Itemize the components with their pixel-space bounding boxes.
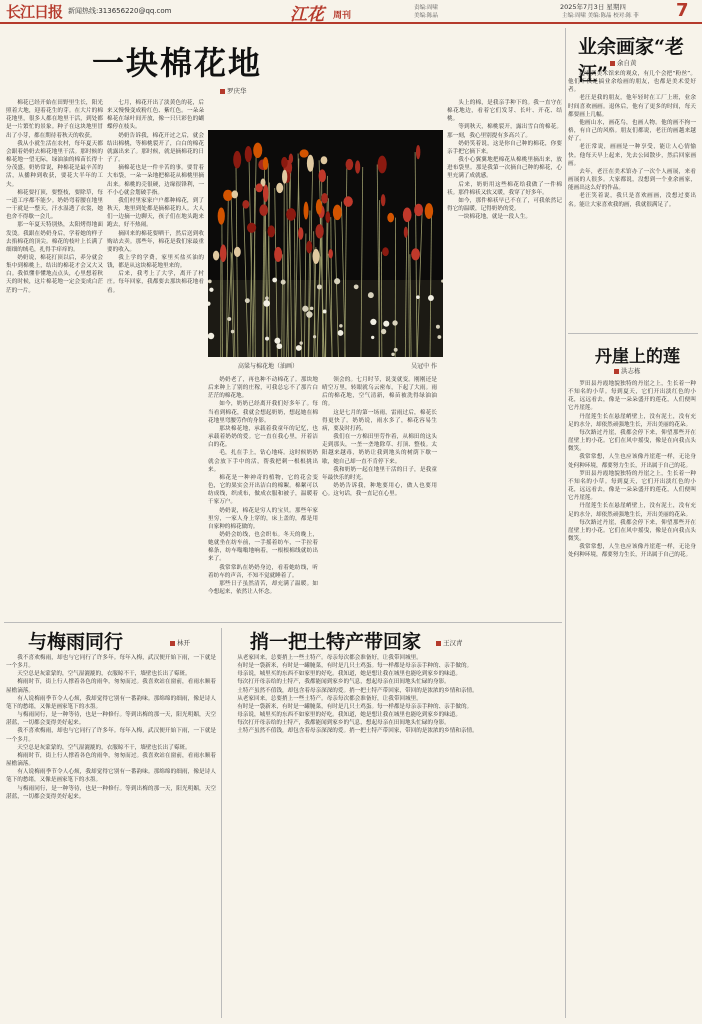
cotton-boll [265, 296, 269, 300]
paragraph: 我们村里家家户户都种棉花，到了秋天，地里到处都是摘棉花的人。大人们一边摘一边聊天，孩子们在地头跑来跑去，好不热闹。 [107, 197, 204, 229]
right-bottom-headline: 丹崖上的莲 [595, 347, 680, 367]
grain-head [414, 204, 423, 216]
grain-head [425, 203, 434, 219]
paragraph: 丹崖莲生长在悬崖峭壁上，没有泥土，没有充足的水分，却依然顽强地生长，开出美丽的花朵。 [568, 413, 696, 428]
right-top-headline: 业余画家“老汪” [578, 36, 684, 85]
grain-head [234, 247, 241, 257]
masthead [0, 0, 702, 24]
grain-head [387, 213, 394, 223]
grain-head [411, 248, 420, 260]
grain-head [313, 249, 320, 264]
right-bottom-body [568, 380, 696, 1016]
cotton-boll [394, 348, 398, 352]
paragraph: 每次路过丹崖，我都会停下来，仰望那些开在崖壁上的小花。它们在风中摇曳，像是在向我点头微笑。 [568, 429, 696, 453]
paragraph: 奶奶告诉我，棉花开过之后，就会结出棉桃，等棉桃裂开了，白白的棉花就露出来了。那时候，就是摘棉花的日子了。 [107, 132, 204, 164]
paragraph: 奶奶老了，再也种不动棉花了。那块地后来种上了别的庄稼，可我总忘不了那片白茫茫的棉花地。 [208, 377, 318, 400]
paragraph: 奶奶会纺线，也会织布。冬天的晚上，她就坐在纺车前，一手摇着纺车，一手拉着棉条，纺车嗡嗡地响着，一根根棉线就纺出来了。 [208, 531, 318, 563]
paragraph: 每次打开母亲给的土特产，我都能闻到家乡的气息，想起母亲在田间地头忙碌的身影。 [237, 679, 450, 686]
cotton-boll [302, 306, 308, 312]
paragraph: 我不喜欢梅雨，却也与它同行了许多年。每年入梅，武汉便开始下雨，一下就是一个多月。 [6, 655, 216, 670]
paragraph: 我们在一方棉田里劳作着，从棉田的这头走到那头，一垄一垄地除草、打顶、整枝。太阳越来越毒，奶奶让我到地头的树荫下歇一歇，她自己却一直不肯停下来。 [322, 434, 437, 465]
cotton-boll [296, 345, 302, 351]
grain-head [320, 173, 326, 181]
paragraph: 我常常想，人生也应该像丹崖莲一样，无论身处何种环境，都要努力生长，开出属于自己的花。 [568, 544, 696, 559]
paragraph: 我从小就生活在农村，每年夏天都会跟着奶奶去棉花地里干活。那时候的棉花地一望无际，绿油油的棉苗长得十分茂盛。奶奶常说，种棉花是最辛苦的活，从播种到收获，要花大半年的工夫。 [6, 140, 103, 188]
grain-head [220, 245, 227, 263]
bottom-right-byline-text: 王汉青 [443, 639, 463, 647]
grain-head [316, 199, 322, 214]
paragraph: 梅雨时节，街上行人撑着各色的雨伞，匆匆而过。我喜欢站在窗前，看雨水顺着屋檐滴落。 [6, 679, 216, 694]
paragraph: 领会的。七月时节，说变就变。刚刚还是晴空万里，转眼就乌云密布，下起了大雨。雨后的棉花地，空气清新，棉苗被洗得绿油油的。 [322, 377, 437, 408]
paragraph: 老汪常说，画画是一种享受，能让人心情愉快。他每天早上起来，先去公园散步，然后回家画画。 [568, 144, 696, 167]
cotton-boll [317, 284, 322, 289]
bottom-right-headline: 捎一把土特产带回家 [250, 631, 422, 653]
cotton-boll [370, 319, 376, 325]
cotton-boll [383, 321, 389, 327]
byline-marker-icon [614, 369, 619, 374]
paragraph: 有时是一袋新米，有时是一罐腌菜，有时是几只土鸡蛋。每一样都是母亲亲手种的、亲手做的。 [237, 703, 473, 710]
cotton-boll [263, 300, 270, 307]
paragraph: 有人说梅雨季节令人心烦，我却觉得它别有一番韵味。那绵绵的细雨，像是诗人笔下的愁绪，又像是画家笔下的水墨。 [6, 769, 216, 784]
grain-head [298, 227, 303, 240]
photo-credit: 吴冠中 作 [411, 363, 437, 370]
cotton-boll [416, 295, 420, 299]
grain-head [300, 149, 309, 157]
paragraph: 棉花要打顶，要整枝，要除草，每一道工序都不能少。奶奶弯着腰在地里一干就是一整天，汗水湿透了衣裳，她也舍不得歇一会儿。 [6, 189, 103, 221]
paragraph: 我不喜欢梅雨，却也与它同行了许多年。每年入梅，武汉便开始下雨，一下就是一个多月。 [6, 728, 216, 743]
paragraph: 与梅雨同行，是一种等待，也是一种修行。等到出梅的那一天，阳光明媚，天空湛蓝，一切都会变得美好起来。 [6, 712, 216, 727]
paragraph: 去年，老汪在美术馆办了一次个人画展，来看画展的人很多。大家都说，没想到一个业余画家，能画出这么好的作品。 [568, 168, 696, 192]
column-divider [221, 628, 222, 1018]
paragraph: 有时是一袋新米，有时是一罐腌菜，有时是几只土鸡蛋。每一样都是母亲亲手种的、亲手做的。 [237, 663, 473, 670]
paragraph: 他画山水，画花鸟，也画人物。他的画不拘一格，有自己的风格。朋友们都说，老汪的画越来越好了。 [568, 119, 696, 143]
editor-line: 主编:周啸 美编:陈晶 校对:陈 菲 [562, 13, 639, 19]
bottom-left-headline: 与梅雨同行 [28, 631, 124, 653]
grain-head [259, 204, 268, 216]
paragraph: 起审到美术馆来的观众，有几个会把“粉丝”。他们不仅是搞业余绘画的朋友，也都是美术爱好者。 [568, 71, 696, 94]
byline-marker-icon [610, 61, 615, 66]
bottom-right-byline [436, 638, 463, 647]
section-title: 江花 [290, 5, 324, 25]
stalk [379, 200, 380, 357]
photo-caption [208, 361, 443, 370]
grain-head [286, 208, 296, 221]
grain-head [355, 160, 360, 173]
paragraph: 如今，奶奶已经离开我们好多年了。每当看到棉花，我就会想起奶奶，想起她在棉花地里弯腰劳作的身影。 [208, 401, 318, 424]
paragraph: 一块棉花地，就是一段人生。 [458, 214, 531, 221]
grain-head [346, 159, 354, 170]
grain-head [233, 151, 241, 169]
bottom-left-byline [170, 638, 190, 647]
stalk [381, 252, 382, 357]
paragraph: 老汪笑着说，我只是喜欢画画，没想过要出名。能让大家喜欢我的画，我就很满足了。 [568, 193, 696, 208]
byline-marker-icon [436, 641, 441, 646]
cotton-boll [274, 338, 280, 344]
paragraph: 奶奶笑着说，这是你自己种的棉花，你要亲手把它摘下来。 [447, 140, 562, 155]
right-bottom-byline-text: 洪志栋 [621, 367, 641, 375]
paragraph: 每次打开母亲给的土特产，我都能闻到家乡的气息，想起母亲在田间地头忙碌的身影。 [237, 720, 450, 727]
main-col-5 [447, 99, 562, 619]
paragraph: 天空总是灰蒙蒙的，空气湿漉漉的，衣服晾不干，墙壁也长出了霉斑。 [17, 744, 191, 751]
cotton-boll [227, 317, 231, 321]
section-divider [568, 333, 698, 334]
paragraph: 土特产虽然不值钱，却包含着母亲深深的爱。捎一把土特产带回家，带回的是浓浓的乡情和亲情。 [237, 687, 478, 694]
grain-head [255, 183, 262, 192]
grain-head [282, 170, 287, 184]
grain-head [281, 157, 287, 168]
grain-head [378, 156, 387, 174]
grain-head [381, 194, 386, 206]
grain-head [218, 208, 225, 225]
cotton-boll [428, 295, 434, 301]
hotline: 新闻热线:313656220@qq.com [68, 7, 172, 15]
paragraph: 与梅雨同行，是一种等待，也是一种修行。等到出梅的那一天，阳光明媚，天空湛蓝，一切都会变得美好起来。 [6, 785, 216, 800]
paragraph: 我和奶奶一起在地里干活的日子，是我童年最快乐的时光。 [322, 466, 437, 481]
grain-head [232, 190, 238, 198]
bottom-left-byline-text: 林开 [177, 639, 190, 647]
main-col-3 [208, 376, 318, 619]
cotton-boll [277, 343, 283, 349]
main-byline-text: 罗庆华 [227, 87, 247, 95]
paragraph: 有人说梅雨季节令人心烦，我却觉得它别有一番韵味。那绵绵的细雨，像是诗人笔下的愁绪，又像是画家笔下的水墨。 [6, 695, 216, 710]
paragraph: 我上学的学费，家里买盐买油的钱，都是从这块棉花地里来的。 [107, 254, 204, 270]
paragraph: 头上的棉，是我亲手种下的。我一直守在棉花地边，看着它们发芽、长叶、开花、结桃。 [447, 100, 562, 123]
paragraph: 这是七月的第一场雨，雷雨过后，棉花长得更快了。奶奶说，雨水多了，棉花容易生病，要及时打药。 [322, 409, 437, 432]
paragraph: 丹崖莲生长在悬崖峭壁上，没有泥土，没有充足的水分，却依然顽强地生长，开出美丽的花朵。 [568, 503, 696, 518]
paragraph: 每次路过丹崖，我都会停下来，仰望那些开在崖壁上的小花。它们在风中摇曳，像是在向我点头微笑。 [568, 519, 696, 542]
paragraph: 毛，扎在手上，钻心地疼。这时候奶奶就会放下手中的活，帮我把刺一根根挑出来。 [208, 450, 318, 473]
cotton-boll [436, 325, 440, 329]
grain-head [328, 249, 332, 258]
paragraph: 摘棉花也是一件辛苦的事。要背着大布袋，一朵一朵地把棉花从棉桃里摘出来。棉桃的壳很硬，边缘很锋利，一不小心就会划破手指。 [107, 165, 204, 196]
grain-head [403, 208, 412, 223]
paragraph: 奶奶说，棉花是穷人的宝贝。那些年家里穷，一家人身上穿的，床上盖的，都是用自家种的棉花做的。 [208, 507, 318, 530]
main-col-1 [6, 99, 103, 619]
paragraph: 天空总是灰蒙蒙的，空气湿漉漉的，衣服晾不干，墙壁也长出了霉斑。 [17, 671, 191, 678]
painting-illustration [208, 130, 443, 357]
paragraph: 那些日子虽然清苦，却充满了温暖。如今想起来，依然让人怀念。 [208, 580, 318, 596]
paragraph: 罗田县丹霞地貌独特的丹崖之上，生长着一种不知名的小草。每到夏天，它们开出淡红色的小花，远远看去，像是一朵朵盛开的莲花，人们便叫它丹崖莲。 [568, 381, 696, 412]
cotton-boll [391, 353, 394, 356]
cotton-boll [281, 280, 286, 285]
main-byline [220, 86, 247, 95]
cotton-boll [437, 335, 441, 339]
cotton-boll [208, 333, 214, 339]
main-headline: 一块棉花地 [92, 44, 263, 82]
cotton-boll [310, 307, 314, 311]
cotton-boll [339, 324, 342, 327]
grain-head [382, 247, 389, 256]
photo-caption-text: 高粱与棉花地（油画） [238, 363, 299, 370]
grain-head [321, 156, 328, 164]
main-col-2 [107, 99, 204, 619]
right-bottom-byline [614, 366, 641, 375]
page-number: 7 [676, 0, 689, 21]
grain-head [247, 223, 256, 233]
editor-info: 责编:周啸 [414, 5, 438, 11]
cotton-boll [306, 311, 312, 317]
cotton-boll [313, 335, 316, 338]
byline-marker-icon [170, 641, 175, 646]
paragraph: 棉花已经开始在田野里生长，阳光照着大地，迎着花生的芽。在大片的棉花地里，很多人都在地里干活，到处都是一片繁忙的景象。种子在这块地里冒出了小芽，都在期待着秋天的收获。 [6, 100, 103, 139]
cotton-boll [299, 341, 302, 344]
paragraph: 罗田县丹霞地貌独特的丹崖之上，生长着一种不知名的小草。每到夏天，它们开出淡红色的小花，远远看去，像是一朵朵盛开的莲花，人们便叫它丹崖莲。 [568, 470, 696, 502]
paragraph: 七月，棉花开出了淡黄色的花，后来又慢慢变成粉红色、紫红色。一朵朵棉花在绿叶间开放，像一只只彩色的蝴蝶停在枝头。 [107, 100, 204, 131]
cotton-boll [323, 310, 327, 314]
grain-head [307, 155, 314, 172]
grain-head [416, 145, 420, 159]
cotton-boll [231, 330, 235, 334]
cotton-boll [381, 329, 386, 334]
cotton-boll [209, 288, 213, 292]
paragraph: 从老家回来，总要捎上一些土特产。母亲每次都会准备好，让我带回城里。 [237, 655, 422, 661]
grain-head [321, 193, 328, 204]
paragraph: 后来，奶奶用这些棉花给我做了一件棉袄。那件棉袄又软又暖，我穿了好多年。 [447, 181, 562, 196]
bottom-right-body [226, 654, 562, 1016]
paragraph: 如今，那件棉袄早已不在了，可我依然记得它的温暖，记得奶奶的爱。 [447, 197, 562, 213]
designer-info: 美编:陈晶 [414, 13, 438, 19]
paragraph: 等到秋天，棉桃裂开，露出雪白的棉花。那一刻，我心里别提有多高兴了。 [447, 124, 562, 139]
main-col-4 [322, 376, 437, 619]
grain-head [274, 247, 282, 262]
paragraph: 奶奶告诉我，种地要用心，做人也要用心。这句话，我一直记在心里。 [322, 483, 437, 498]
paragraph: 那块棉花地，承载着我童年的记忆，也承载着奶奶的爱。它一直在我心里，开着洁白的花。 [208, 425, 318, 449]
cotton-boll [265, 337, 269, 341]
grain-head [333, 205, 342, 220]
paragraph: 从老家回来，总要捎上一些土特产。母亲每次都会准备好，让我带回城里。 [237, 695, 422, 702]
grain-head [315, 224, 323, 238]
paragraph: 我常常想，人生也应该像丹崖莲一样，无论身处何种环境，都要努力生长，开出属于自己的花。 [568, 454, 696, 469]
grain-head [242, 200, 249, 209]
grain-head [253, 143, 262, 159]
grain-head [306, 241, 312, 254]
paragraph: 梅雨时节，街上行人撑着各色的雨伞，匆匆而过。我喜欢站在窗前，看雨水顺着屋檐滴落。 [6, 752, 216, 768]
grain-head [276, 183, 283, 193]
grain-head [325, 211, 330, 223]
section-subtitle: 周刊 [333, 11, 352, 21]
paragraph: 那一年夏天特别热，太阳烤得地面发烫。我跟在奶奶身后，学着她的样子去掐棉花的顶尖。棉花的枝叶上长满了细细的绒毛，扎得手痒痒的。 [6, 222, 103, 253]
grain-head [343, 196, 352, 207]
cotton-boll [208, 279, 212, 283]
grain-head [213, 251, 219, 261]
cotton-boll [371, 336, 374, 339]
right-top-byline [610, 58, 637, 67]
paragraph: 我常常趴在奶奶身边，看着她纺线，听着纺车的声音，不知不觉就睡着了。 [208, 564, 318, 579]
grain-head [263, 185, 269, 203]
cotton-boll [338, 330, 344, 336]
cotton-boll [368, 292, 374, 298]
right-top-byline-text: 余自黄 [617, 59, 637, 67]
grain-head [263, 157, 269, 170]
grain-head [223, 190, 233, 201]
paragraph: 老汪是我的朋友，他年轻时在工厂上班，业余时间喜欢画画。退休后，他有了更多的时间，每天都要画上几幅。 [568, 95, 696, 118]
paragraph: 土特产虽然不值钱，却包含着母亲深深的爱。捎一把土特产带回家，带回的是浓浓的乡情和亲情。 [237, 728, 478, 735]
grain-head [304, 202, 309, 220]
cotton-boll [392, 320, 397, 325]
paragraph: 棉花是一种神奇的植物，它的花会变色，它的果实会开出洁白的棉絮。棉絮可以纺成线，织成布，做成衣服和被子，温暖着千家万户。 [208, 474, 318, 506]
paragraph: 摘回来的棉花要晒干，然后送到收购站去卖。那些年，棉花是我们家最重要的收入。 [107, 230, 204, 253]
paragraph: 母亲说，城里买的东西不如家里的好吃。我知道，她是想让我在城里也能吃到家乡的味道。 [237, 712, 461, 719]
column-divider [565, 28, 566, 1018]
paragraph: 后来，我考上了大学，离开了村庄。每年回家，我都要去那块棉花地看看。 [107, 271, 204, 294]
grain-head [245, 146, 252, 162]
oil-painting-photo [208, 130, 443, 357]
cotton-boll [334, 278, 340, 284]
paragraph: 我小心翼翼地把棉花从棉桃里摘出来，放进布袋里。那是我第一次摘自己种的棉花，心里充满了成就感。 [447, 157, 562, 180]
section-divider [4, 622, 562, 623]
right-top-body [568, 70, 696, 320]
grain-head [404, 227, 408, 238]
cotton-boll [272, 278, 277, 283]
paragraph: 母亲说，城里买的东西不如家里的好吃。我知道，她是想让我在城里也能吃到家乡的味道。 [237, 671, 461, 678]
paragraph: 奶奶说，棉花打顶以后，养分就会集中到棉桃上，结出的棉花才会又大又白。我似懂非懂地点点头，心里想着秋天的时候，这片棉花地一定会变成白茫茫的一片。 [6, 254, 103, 294]
bottom-left-body [6, 654, 216, 1016]
cotton-boll [245, 298, 250, 303]
newspaper-logo: 长江日报 [6, 3, 63, 21]
issue-date: 2025年7月3日 星期四 [560, 3, 626, 11]
cotton-boll [354, 284, 359, 289]
byline-marker-icon [220, 89, 225, 94]
grain-head [268, 225, 276, 237]
